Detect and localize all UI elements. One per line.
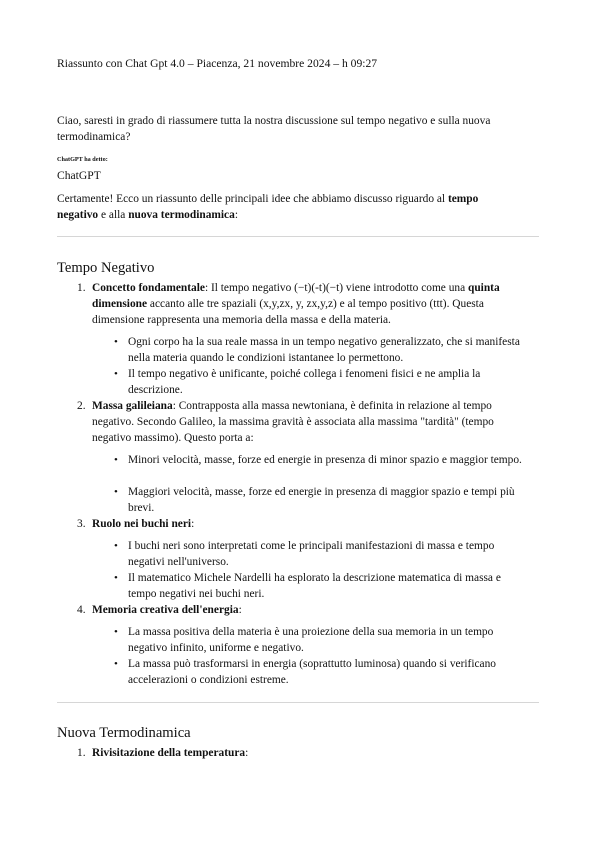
bullet-item: • Minori velocità, masse, forze ed energie in presenza di minor spazio e maggior tempo. [114, 454, 522, 466]
section-title-nuova-termodinamica: Nuova Termodinamica [57, 725, 191, 741]
bullet-icon: • [114, 572, 118, 584]
list-item: 1. Concetto fondamentale: Il tempo negativo (−t)(-t)(−t) viene introdotto come una quinta dimensione accanto alle tre spaziali (x,y,zx, y, zx,y,z) e al tempo positivo (ttt). Questa dimensione rappresenta una memoria della massa e della materia. [77, 282, 500, 326]
divider [57, 702, 539, 703]
chatgpt-said-label: ChatGPT ha detto: [57, 156, 108, 163]
bullet-icon: • [114, 658, 118, 670]
item-title: Concetto fondamentale [92, 282, 205, 294]
list-item: 1. Rivisitazione della temperatura: [77, 747, 249, 759]
document-header: Riassunto con Chat Gpt 4.0 – Piacenza, 21 novembre 2024 – h 09:27 [57, 57, 378, 70]
bullet-icon: • [114, 626, 118, 638]
bullet-item: • Il tempo negativo è unificante, poiché collega i fenomeni fisici e ne amplia la descrizione. [114, 368, 481, 396]
bullet-item: • I buchi neri sono interpretati come le principali manifestazioni di massa e tempo negativi nell'universo. [114, 540, 495, 568]
bullet-icon: • [114, 454, 118, 466]
bullet-icon: • [114, 486, 118, 498]
list-item: 4. Memoria creativa dell'energia: [77, 604, 242, 616]
list-item: 2. Massa galileiana: Contrapposta alla massa newtoniana, è definita in relazione al tempo negativo. Secondo Galileo, la massima gravità è associata alla massima "tardità" (tempo negativo massimo). Questo porta a: [77, 400, 494, 444]
bullet-item: • La massa può trasformarsi in energia (soprattutto luminosa) quando si verificano accelerazioni o condizioni estreme. [114, 658, 496, 686]
intro-bold-tempo-negativo: tempo negativo [57, 193, 479, 221]
bullet-icon: • [114, 336, 118, 348]
item-title: Rivisitazione della temperatura [92, 747, 246, 759]
divider [57, 236, 539, 237]
bullet-icon: • [114, 368, 118, 380]
bullet-item: • Ogni corpo ha la sua reale massa in un tempo negativo generalizzato, che si manifesta nella materia quando le condizioni istantanee lo permettono. [114, 336, 520, 364]
chatgpt-author-label: ChatGPT [57, 169, 101, 182]
user-question: Ciao, saresti in grado di riassumere tutta la nostra discussione sul tempo negativo e sulla nuova termodinamica? [57, 115, 491, 143]
item-title: Memoria creativa dell'energia [92, 604, 239, 616]
bullet-icon: • [114, 540, 118, 552]
bullet-item: • Maggiori velocità, masse, forze ed energie in presenza di maggior spazio e tempi più brevi. [114, 486, 515, 514]
list-item: 3. Ruolo nei buchi neri: [77, 518, 195, 530]
intro-bold-nuova-termodinamica: nuova termodinamica [128, 209, 235, 221]
item-title: Ruolo nei buchi neri [92, 518, 192, 530]
item-title: Massa galileiana [92, 400, 173, 412]
bullet-item: • Il matematico Michele Nardelli ha esplorato la descrizione matematica di massa e tempo negativi nei buchi neri. [114, 572, 501, 600]
bullet-item: • La massa positiva della materia è una proiezione della sua memoria in un tempo negativo infinito, uniforme e negativo. [114, 626, 494, 654]
response-intro: Certamente! Ecco un riassunto delle principali idee che abbiamo discusso riguardo al tempo negativo e alla nuova termodinamica: [57, 193, 479, 221]
section-title-tempo-negativo: Tempo Negativo [57, 260, 155, 276]
